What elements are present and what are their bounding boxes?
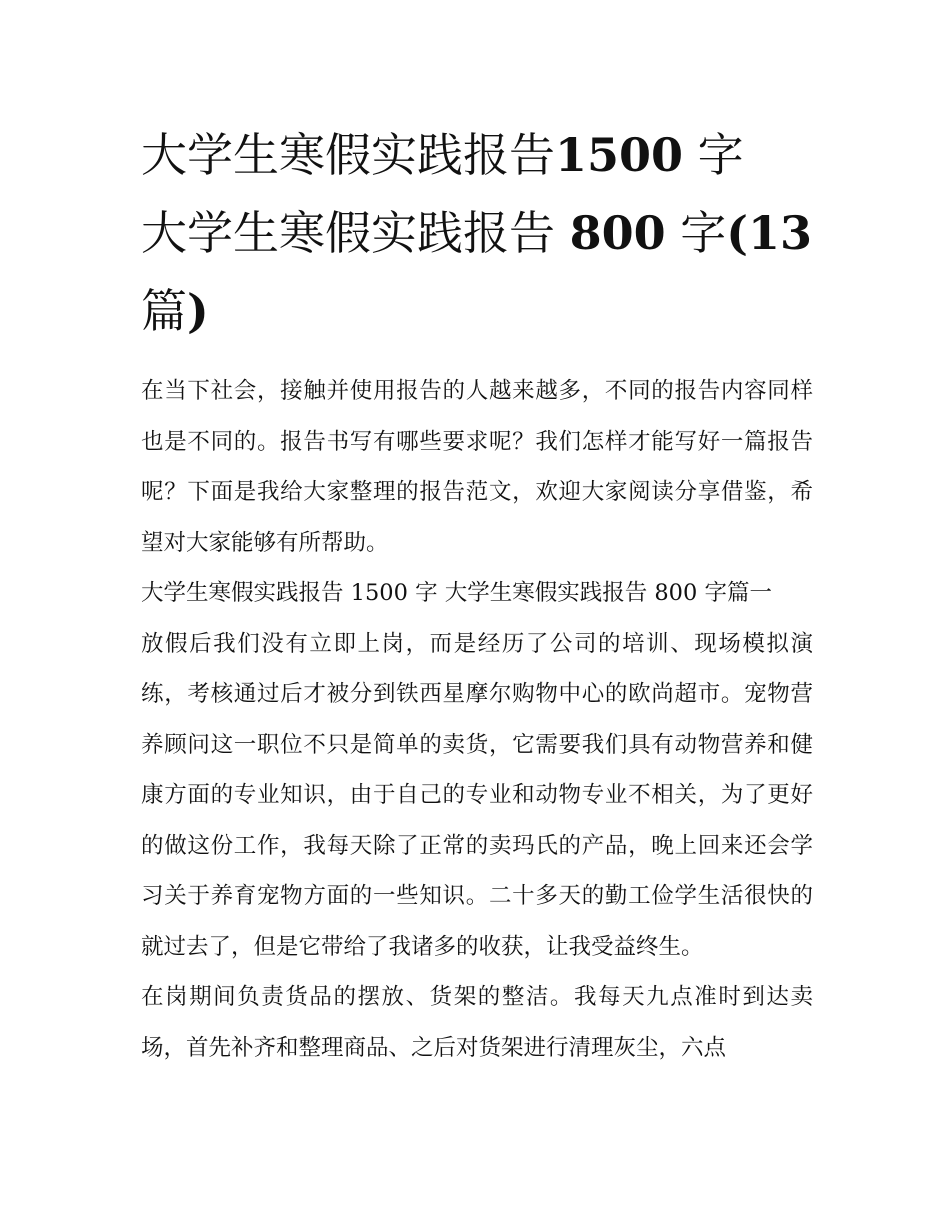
body-paragraph-1: 放假后我们没有立即上岗，而是经历了公司的培训、现场模拟演练，考核通过后才被分到铁西星摩尔购物中心的欧尚超市。宠物营养顾问这一职位不只是简单的卖货，它需要我们具有动物营养和健康方面的专业知识，由于自己的专业和动物专业不相关，为了更好的做这份工作，我每天除了正常的卖玛氏的产品，晚上回来还会学习关于养育宠物方面的一些知识。二十多天的勤工俭学生活很快的就过去了，但是它带给了我诸多的收获，让我受益终生。 bbox=[141, 630, 813, 960]
intro-paragraph: 在当下社会，接触并使用报告的人越来越多，不同的报告内容同样也是不同的。报告书写有哪些要求呢？我们怎样才能写好一篇报告呢？下面是我给大家整理的报告范文，欢迎大家阅读分享借鉴，希望对大家能够有所帮助。 bbox=[141, 378, 813, 556]
document-title bbox=[141, 116, 813, 350]
title-line-2-suffix: 字 bbox=[665, 206, 727, 260]
title-line-3-paren: ) bbox=[187, 284, 209, 338]
title-line-2-number: 800 bbox=[569, 206, 666, 260]
body-paragraph-2: 在岗期间负责货品的摆放、货架的整洁。我每天九点准时到达卖场，首先补齐和整理商品、之后对货架进行清理灰尘，六点 bbox=[141, 984, 813, 1061]
section-heading-paragraph: 大学生寒假实践报告 1500 字 大学生寒假实践报告 800 字篇一 bbox=[141, 580, 772, 606]
title-line-1-suffix: 字 bbox=[683, 128, 744, 182]
title-line-3-text: 篇 bbox=[141, 284, 187, 338]
document-page bbox=[141, 116, 813, 1073]
title-line-1-text: 大学生寒假实践报告 bbox=[141, 128, 555, 182]
title-line-2-count: (13 bbox=[726, 206, 813, 260]
title-line-2-text: 大学生寒假实践报告 bbox=[141, 206, 570, 260]
title-line-1-number: 1500 bbox=[555, 128, 684, 182]
